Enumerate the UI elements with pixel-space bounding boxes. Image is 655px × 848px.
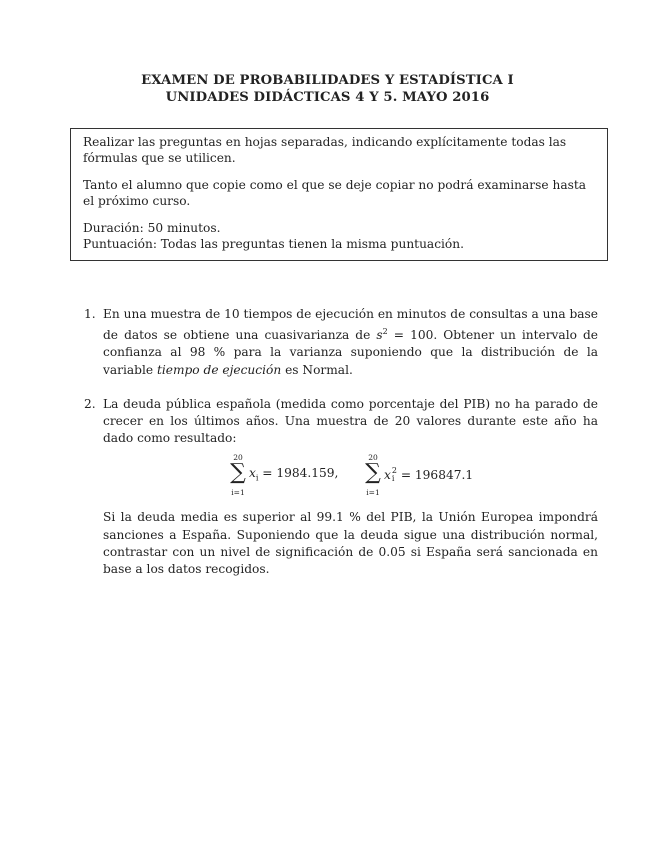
- question-number: 1.: [84, 307, 96, 321]
- sum-subscript: i: [255, 473, 259, 483]
- instructions-paragraph-2: Tanto el alumno que copie como el que se deje copiar no podrá examinarse hasta el próximo curso.: [83, 177, 587, 209]
- sum-superscript: 2: [391, 466, 397, 476]
- math-variable-s: s: [376, 328, 383, 343]
- instructions-paragraph-1: Realizar las preguntas en hojas separadas, indicando explícitamente todas las fórmulas que se utilicen.: [83, 135, 567, 166]
- duration-text: Duración: 50 minutos.: [83, 220, 221, 235]
- question-2: [84, 396, 598, 578]
- sum-upper-limit: 20: [368, 453, 378, 463]
- instructions-box: [70, 128, 608, 261]
- question-1-text-b: = 100. Obtener un intervalo de confianza al 98 % para la varianza suponiendo que la distribución de la variable: [103, 328, 598, 377]
- sum-upper-limit: 20: [233, 453, 243, 463]
- exam-title-line2: UNIDADES DIDÁCTICAS 4 Y 5. MAYO 2016: [165, 90, 490, 105]
- sum-result: = 1984.159,: [258, 465, 339, 480]
- sum-subscript: i: [391, 474, 395, 484]
- sum-variable: x: [384, 467, 391, 482]
- question-1: [84, 306, 598, 379]
- questions-list: [84, 306, 598, 578]
- question-1-italic-term: tiempo de ejecución: [156, 362, 282, 377]
- sum-lower-limit: i=1: [231, 488, 245, 498]
- sum-x-squared-expression: [384, 467, 473, 484]
- scoring-text: Puntuación: Todas las preguntas tienen la misma puntuación.: [83, 237, 464, 252]
- sigma-icon: ∑: [230, 460, 246, 486]
- math-exponent: 2: [382, 327, 388, 337]
- sum-x: [229, 453, 338, 497]
- question-1-text-a: En una muestra de 10 tiempos de ejecución en minutos de consultas a una base de datos se obtiene una cuasivarianza de: [103, 307, 599, 343]
- sigma-symbol: [229, 453, 247, 497]
- question-1-text-c: es Normal.: [281, 362, 353, 377]
- question-2-text-b: Si la deuda media es superior al 99.1 % del PIB, la Unión Europea impondrá sanciones a España. Suponiendo que la deuda sigue una distribución normal, contrastar con un nivel de significación de 0.05 si España será sancionada en base a los datos recogidos.: [103, 510, 598, 577]
- sum-lower-limit: i=1: [366, 488, 380, 498]
- sum-x-expression: [249, 465, 338, 487]
- sum-variable: x: [249, 465, 256, 480]
- summation-formula: [103, 453, 598, 505]
- sigma-symbol: [364, 453, 382, 497]
- question-2-text-a: La deuda pública española (medida como porcentaje del PIB) no ha parado de crecer en los últimos años. Una muestra de 20 valores durante este año ha dado como resultado:: [103, 396, 598, 446]
- question-number: 2.: [84, 396, 96, 411]
- exam-title: [0, 72, 655, 106]
- sum-x-squared: [364, 453, 473, 497]
- sum-result: = 196847.1: [396, 467, 474, 482]
- exam-title-line1: EXAMEN DE PROBABILIDADES Y ESTADÍSTICA I: [141, 73, 514, 88]
- sigma-icon: ∑: [365, 460, 381, 486]
